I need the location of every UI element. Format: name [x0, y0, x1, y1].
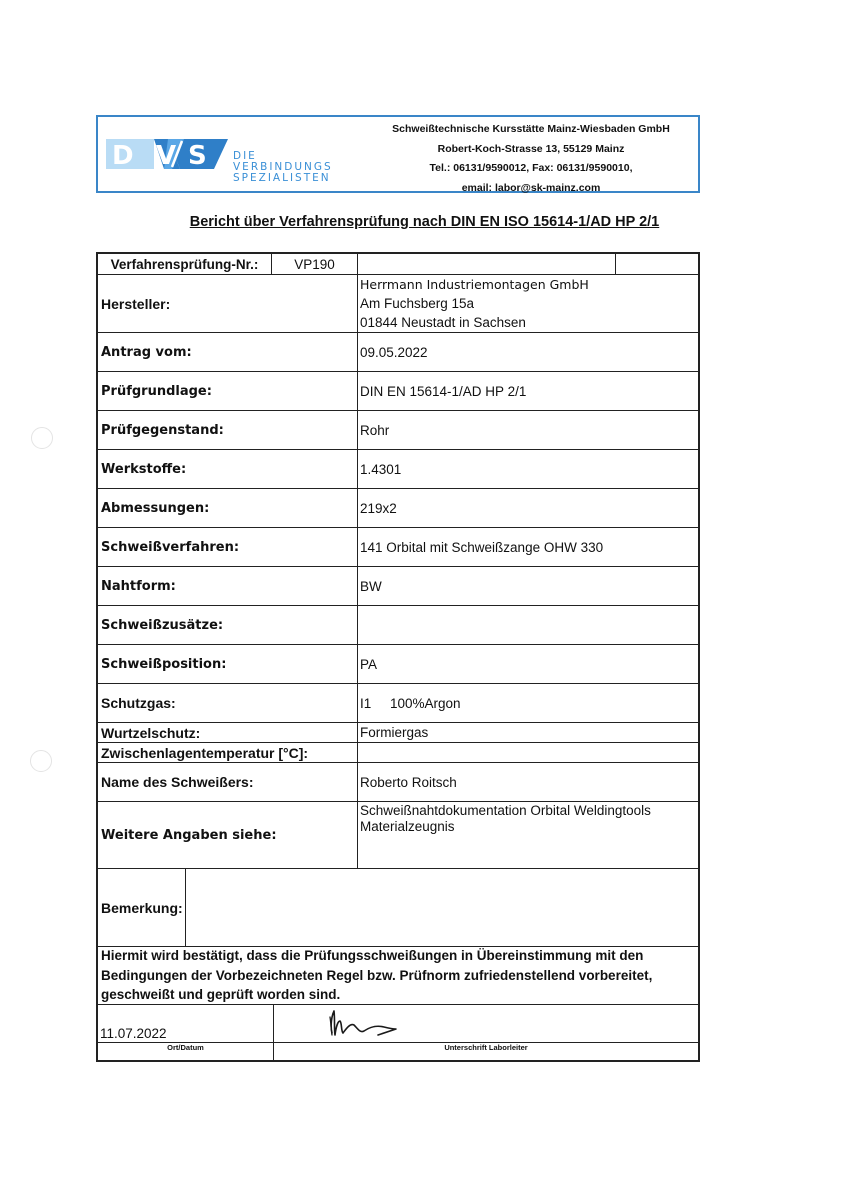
- field-value: 1.4301: [360, 461, 402, 477]
- field-label: Schweißposition:: [98, 645, 358, 683]
- form-row: [98, 332, 698, 371]
- company-name: Schweißtechnische Kursstätte Mainz-Wiesbaden GmbH: [392, 123, 670, 135]
- field-value: [358, 743, 698, 762]
- form-row: [98, 683, 698, 722]
- empty-header-cell: [616, 254, 698, 274]
- company-address: Robert-Koch-Strasse 13, 55129 Mainz: [437, 142, 625, 155]
- company-phone-fax: Tel.: 06131/9590012, Fax: 06131/9590010,: [429, 162, 633, 174]
- form-row: [98, 742, 698, 762]
- field-label: Antrag vom:: [98, 333, 358, 371]
- further-info-value: [358, 802, 698, 868]
- form-row: [98, 449, 698, 488]
- punch-hole: [31, 427, 53, 449]
- form-row: [98, 566, 698, 605]
- date-value: 11.07.2022: [98, 1005, 274, 1042]
- company-info: [366, 120, 696, 198]
- logo-tagline-line1: DIE VERBINDUNGS: [233, 150, 333, 173]
- remark-label: Bemerkung:: [98, 869, 186, 946]
- field-value: I1 100%Argon: [360, 695, 461, 711]
- field-label: Name des Schweißers:: [98, 763, 358, 801]
- form-row: [98, 527, 698, 566]
- field-label: Schutzgas:: [98, 684, 358, 722]
- manufacturer-label: Hersteller:: [98, 275, 358, 332]
- field-value: Formiergas: [360, 725, 429, 740]
- signature-row: [98, 1004, 698, 1042]
- confirmation-text: Hiermit wird bestätigt, dass die Prüfungsschweißungen in Übereinstimmung mit den Bedingungen der Vorbezeichneten Regel bzw. Prüfnorm zufriedenstellend vorbereitet, geschweißt und geprüft worden sind.: [101, 948, 653, 1003]
- procedure-number-value: VP190: [272, 254, 358, 274]
- manufacturer-city: 01844 Neustadt in Sachsen: [360, 315, 526, 330]
- signature-caption: Unterschrift Laborleiter: [444, 1043, 528, 1052]
- form-row: [98, 371, 698, 410]
- field-value: PA: [360, 656, 378, 672]
- field-label: Prüfgrundlage:: [98, 372, 358, 410]
- field-value: 219x2: [360, 500, 397, 516]
- field-label: Werkstoffe:: [98, 450, 358, 488]
- form-row: [98, 722, 698, 742]
- form-row: [98, 605, 698, 644]
- signature-captions-row: [98, 1042, 698, 1060]
- field-value: Roberto Roitsch: [360, 774, 457, 790]
- dvs-logo: [106, 137, 356, 184]
- field-value: [358, 606, 698, 644]
- form-row: [98, 644, 698, 683]
- confirmation-row: [98, 946, 698, 1004]
- field-label: Zwischenlagentemperatur [°C]:: [98, 743, 358, 762]
- field-label: Prüfgegenstand:: [98, 411, 358, 449]
- field-value: DIN EN 15614-1/AD HP 2/1: [360, 383, 527, 399]
- further-info-line: Schweißnahtdokumentation Orbital Weldingtools: [360, 803, 651, 818]
- manufacturer-row: [98, 274, 698, 332]
- remark-value: [186, 869, 698, 946]
- field-label: Schweißverfahren:: [98, 528, 358, 566]
- manufacturer-name: Herrmann Industriemontagen GmbH: [360, 277, 589, 292]
- field-label: Abmessungen:: [98, 489, 358, 527]
- form-row: [98, 762, 698, 801]
- manufacturer-value: [358, 275, 698, 332]
- further-info-row: [98, 801, 698, 868]
- field-label: Schweißzusätze:: [98, 606, 358, 644]
- logo-letter-d: D: [112, 141, 134, 171]
- company-email: email: labor@sk-mainz.com: [461, 181, 601, 194]
- punch-hole: [30, 750, 52, 772]
- logo-tagline: [233, 151, 356, 184]
- letterhead: [96, 115, 700, 193]
- logo-letter-s: S: [188, 141, 207, 171]
- logo-tagline-line2: SPEZIALISTEN: [233, 172, 331, 184]
- field-label: Nahtform:: [98, 567, 358, 605]
- form-row: [98, 410, 698, 449]
- signature-icon: [324, 1007, 424, 1041]
- empty-header-cell: [358, 254, 616, 274]
- further-info-line: Materialzeugnis: [360, 819, 455, 834]
- dvs-logo-icon: [106, 137, 231, 171]
- logo-letter-v: V: [156, 141, 177, 171]
- field-value: Rohr: [360, 422, 390, 438]
- remark-row: [98, 868, 698, 946]
- signature-field: [274, 1005, 698, 1042]
- procedure-number-label: Verfahrensprüfung-Nr.:: [98, 254, 272, 274]
- report-form: [96, 252, 700, 1062]
- field-value: BW: [360, 578, 382, 594]
- procedure-number-row: [98, 254, 698, 274]
- further-info-label: Weitere Angaben siehe:: [98, 802, 358, 868]
- manufacturer-street: Am Fuchsberg 15a: [360, 296, 475, 311]
- form-row: [98, 488, 698, 527]
- date-caption: Ort/Datum: [98, 1043, 274, 1060]
- field-value: 141 Orbital mit Schweißzange OHW 330: [360, 539, 604, 555]
- document-title: Bericht über Verfahrensprüfung nach DIN EN ISO 15614-1/AD HP 2/1: [189, 214, 660, 230]
- field-value: 09.05.2022: [360, 344, 428, 360]
- field-label: Wurtzelschutz:: [98, 723, 358, 742]
